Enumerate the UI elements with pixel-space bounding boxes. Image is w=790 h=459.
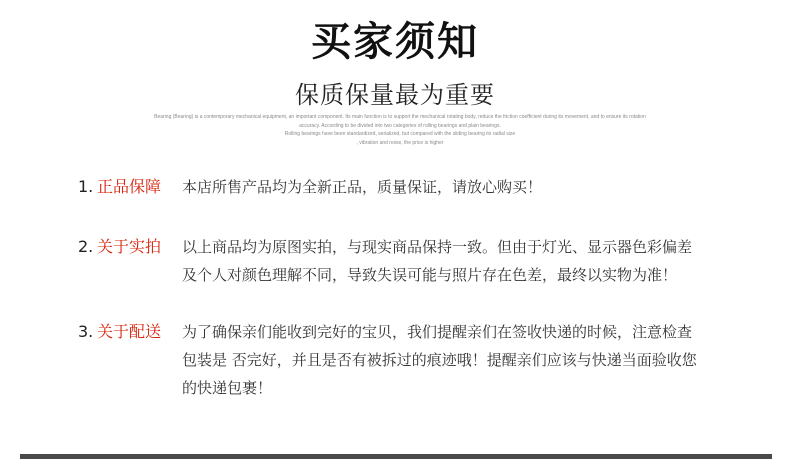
intro-line: , vibration and noise, the price is higher [356, 139, 444, 146]
item-label: 关于配送 [97, 322, 162, 341]
item-label: 正品保障 [97, 177, 162, 196]
item-number: 3. [78, 322, 94, 341]
item-text-line: 本店所售产品均为全新正品，质量保证，请放心购买！ [182, 178, 543, 196]
item-text-line: 包装是 否完好，并且是否有被拆过的痕迹哦！提醒亲们应该与快递当面验收您 [182, 351, 697, 369]
item-number: 2. [78, 237, 94, 256]
intro-line: Bearing (Bearing) is a contemporary mechanical equipment, an important component. Its main function is to support the mechanical rotating body, reduce the friction coefficient during its movement, and to ensure its rotation [154, 114, 646, 120]
item-text-line: 及个人对颜色理解不同，导致失误可能与照片存在色差，最终以实物为准！ [182, 266, 678, 284]
item-label: 关于实拍 [97, 237, 162, 256]
item-text-line: 以上商品均为原图实拍，与现实商品保持一致。但由于灯光、显示器色彩偏差 [182, 238, 693, 256]
intro-paragraph [150, 113, 650, 147]
page-title: 买家须知 [311, 19, 479, 65]
item-description [182, 318, 722, 402]
item-number: 1. [78, 177, 94, 196]
intro-line: accuracy. According to be divided into two categories of rolling bearings and plain bearings. [299, 122, 501, 129]
intro-line: Rolling bearings have been standardized, serialized, but compared with the sliding bearing its radial size [284, 131, 516, 137]
page-subtitle: 保质保量最为重要 [295, 81, 495, 109]
item-description [182, 233, 722, 289]
bottom-divider [20, 454, 772, 459]
item-text-line: 的快递包裹！ [182, 379, 273, 397]
item-description [182, 173, 722, 201]
item-text-line: 为了确保亲们能收到完好的宝贝，我们提醒亲们在签收快递的时候，注意检查 [182, 323, 693, 341]
